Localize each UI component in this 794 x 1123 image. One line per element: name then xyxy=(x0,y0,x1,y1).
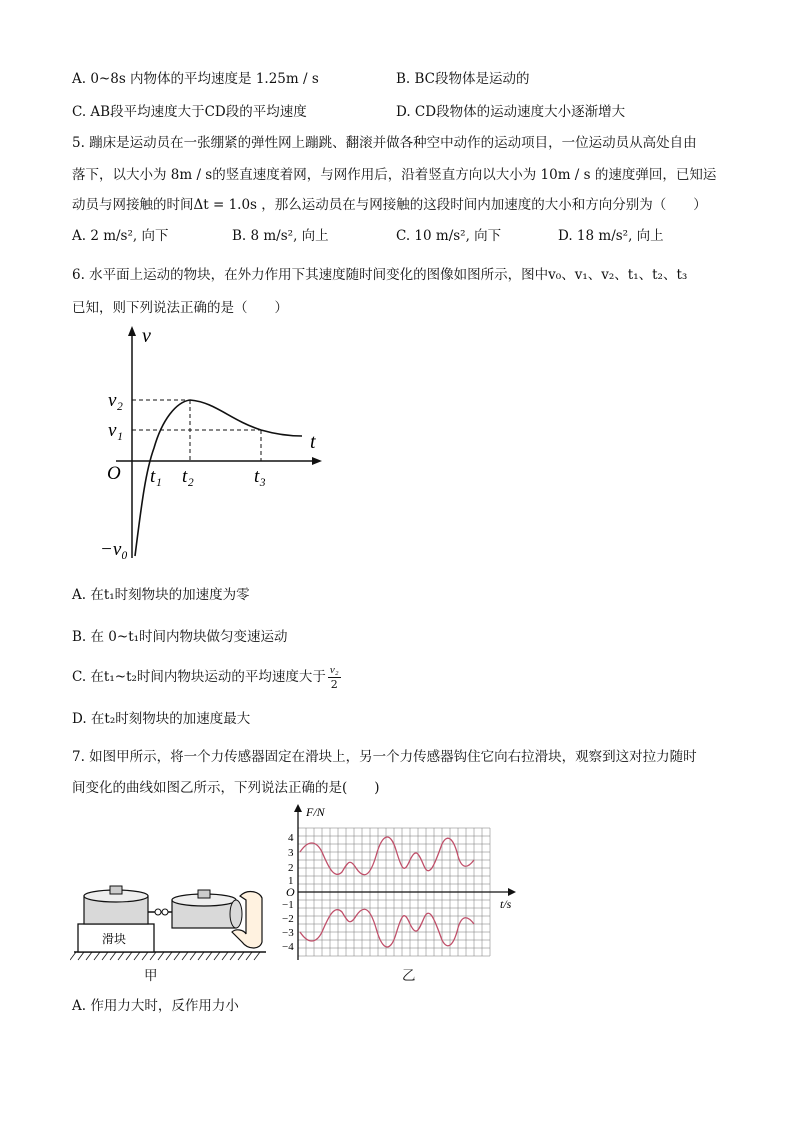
graph-origin-label: O xyxy=(286,885,295,899)
v1-label: v₁ xyxy=(108,420,124,441)
y-tick-neg1: −1 xyxy=(282,899,294,911)
q6-stem-line-1: 6. 水平面上运动的物块，在外力作用下其速度随时间变化的图像如图所示，图中v₀、v₁、v₂、t₁、t₂、t₃ xyxy=(72,267,688,283)
q5-option-a: A. 2 m/s², 向下 xyxy=(72,228,169,244)
t3-label: t₃ xyxy=(254,466,266,487)
y-axis-arrow-icon xyxy=(294,804,302,812)
x-axis-arrow-icon xyxy=(312,457,322,465)
y-tick-neg4: −4 xyxy=(282,941,294,953)
q6-option-b: B. 在 0~t₁时间内物块做匀变速运动 xyxy=(72,629,288,645)
q5-stem-line-1: 5. 蹦床是运动员在一张绷紧的弹性网上蹦跳、翻滚并做各种空中动作的运动项目，一位运动员从高处自由 xyxy=(72,135,697,151)
y-tick-2: 2 xyxy=(288,862,294,874)
q7-stem-line-1: 7. 如图甲所示，将一个力传感器固定在滑块上，另一个力传感器钩住它向右拉滑块，观察到这对拉力随时 xyxy=(72,749,697,765)
q6-option-a: A. 在t₁时刻物块的加速度为零 xyxy=(72,587,250,603)
block-label: 滑块 xyxy=(102,932,127,946)
graph-y-label: v xyxy=(142,325,151,347)
q6-option-d: D. 在t₂时刻物块的加速度最大 xyxy=(72,711,251,727)
t2-label: t₂ xyxy=(182,466,194,487)
q5-stem-line-2: 落下，以大小为 8m / s的竖直速度着网，与网作用后，沿着竖直方向以大小为 10m / s 的速度弹回，已知运 xyxy=(72,167,717,183)
q6-velocity-time-graph xyxy=(90,320,340,570)
q4-option-d: D. CD段物体的运动速度大小逐渐增大 xyxy=(396,104,626,120)
q5-stem-line-3: 动员与网接触的时间Δt = 1.0s ，那么运动员在与网接触的这段时间内加速度的大小和方向分别为（ ） xyxy=(72,197,707,213)
graph-y-label: F/N xyxy=(306,805,325,819)
y-tick-3: 3 xyxy=(288,847,294,859)
q6-option-c xyxy=(72,664,343,691)
q5-option-d: D. 18 m/s², 向上 xyxy=(558,228,664,244)
x-axis-arrow-icon xyxy=(508,888,516,896)
y-axis-arrow-icon xyxy=(128,326,136,336)
v2-label: v₂ xyxy=(108,390,124,411)
q5-option-c: C. 10 m/s², 向下 xyxy=(396,228,502,244)
reaction-force-curve xyxy=(300,909,474,947)
graph-x-label: t/s xyxy=(500,897,512,911)
q4-option-a: A. 0~8s 内物体的平均速度是 1.25m / s xyxy=(72,71,319,87)
q4-option-c: C. AB段平均速度大于CD段的平均速度 xyxy=(72,104,307,120)
q7-option-a: A. 作用力大时，反作用力小 xyxy=(72,998,239,1014)
y-tick-neg2: −2 xyxy=(282,913,294,925)
neg-v0-label: −v₀ xyxy=(100,539,128,560)
y-tick-neg3: −3 xyxy=(282,927,294,939)
fig-yi-caption: 乙 xyxy=(402,968,416,984)
q6-option-c-text: C. 在t₁~t₂时间内物块运动的平均速度大于 xyxy=(72,669,326,685)
fig-jia-sensor-setup xyxy=(70,880,270,985)
q6-stem-line-2: 已知，则下列说法正确的是（ ） xyxy=(72,300,288,316)
q5-option-b: B. 8 m/s², 向上 xyxy=(232,228,329,244)
v2-over-2-fraction: $\frac{\text{v₂}}{2}$ xyxy=(329,664,339,691)
graph-origin-label: O xyxy=(107,463,121,484)
y-tick-4: 4 xyxy=(288,832,294,844)
q7-stem-line-2: 间变化的曲线如图乙所示，下列说法正确的是( ) xyxy=(72,780,380,796)
action-force-curve xyxy=(300,837,474,875)
q4-option-b: B. BC段物体是运动的 xyxy=(396,71,530,87)
t1-label: t₁ xyxy=(150,466,162,487)
graph-x-label: t xyxy=(310,431,316,453)
y-tick-1: 1 xyxy=(288,875,294,887)
fig-jia-caption: 甲 xyxy=(144,968,158,984)
fig-yi-force-time-graph xyxy=(278,800,528,965)
